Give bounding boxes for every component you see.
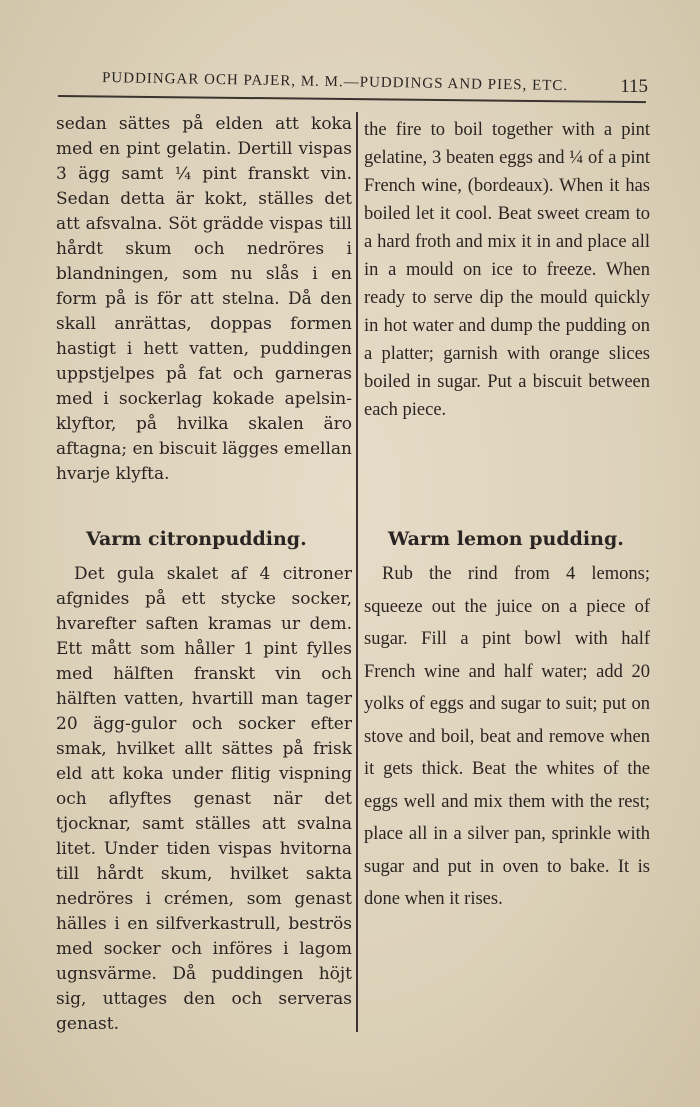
english-continued-paragraph: the fire to boil together with a pint gelatine, 3 beaten eggs and ¼ of a pint French wine, (bordeaux). When it has boiled let it cool. Beat sweet cream to a hard froth and mix it in and place all in a mould on ice to freeze. When ready to serve dip the mould quickly in hot water and dump the pudding on a platter; garnish with orange slices boiled in sugar. Put a biscuit between each piece. <box>364 120 650 420</box>
english-recipe-title: Warm lemon pudding. <box>388 528 624 550</box>
swedish-recipe-title: Varm citronpudding. <box>86 528 307 550</box>
running-head-title: PUDDINGAR OCH PAJER, M. M.—PUDDINGS AND PIES, ETC. <box>101 70 569 95</box>
swedish-continued-paragraph: sedan sättes på elden att koka med en pint gelatin. Dertill vispas 3 ägg samt ¼ pint franskt vin. Sedan detta är kokt, ställes det att afsvalna. Söt grädde vispas till hårdt skum och nedröres i blandningen, som nu slås i en form på is för att stelna. Då den skall anrättas, doppas formen hastigt i hett vatten, puddingen uppstjelpes på fat och garneras med i sockerlag kokade apelsin-klyftor, på hvilka skalen äro aftagna; en biscuit lägges emellan hvarje klyfta. <box>56 114 352 484</box>
english-recipe-paragraph: Rub the rind from 4 lemons; squeeze out the juice on a piece of sugar. Fill a pint bowl with half French wine and half water; add 20 yolks of eggs and sugar to suit; put on stove and boil, beat and remove when it gets thick. Beat the whites of the eggs well and mix them with the rest; place all in a silver pan, sprinkle with sugar and put in oven to bake. It is done when it rises. <box>364 564 650 909</box>
page-number: 115 <box>620 76 648 97</box>
column-divider <box>356 112 358 1032</box>
swedish-continued-text <box>56 112 352 487</box>
english-continued-text <box>364 116 650 424</box>
swedish-recipe-text <box>56 562 352 1037</box>
running-head <box>58 64 648 98</box>
english-recipe-text <box>364 558 650 916</box>
swedish-recipe-paragraph: Det gula skalet af 4 citroner afgnides på ett stycke socker, hvarefter saften kramas ur dem. Ett mått som håller 1 pint fylles med hälften franskt vin och hälften vatten, hvartill man tager 20 ägg-gulor och socker efter smak, hvilket allt sättes på frisk eld att koka under flitig vispning och aflyftes genast när det tjocknar, samt ställes att svalna litet. Under tiden vispas hvitorna till hårdt skum, hvilket sakta nedröres i crémen, som genast hälles i en silfverkastrull, beströs med socker och införes i lagom ugnsvärme. Då puddingen höjt sig, uttages den och serveras genast. <box>56 564 352 1034</box>
